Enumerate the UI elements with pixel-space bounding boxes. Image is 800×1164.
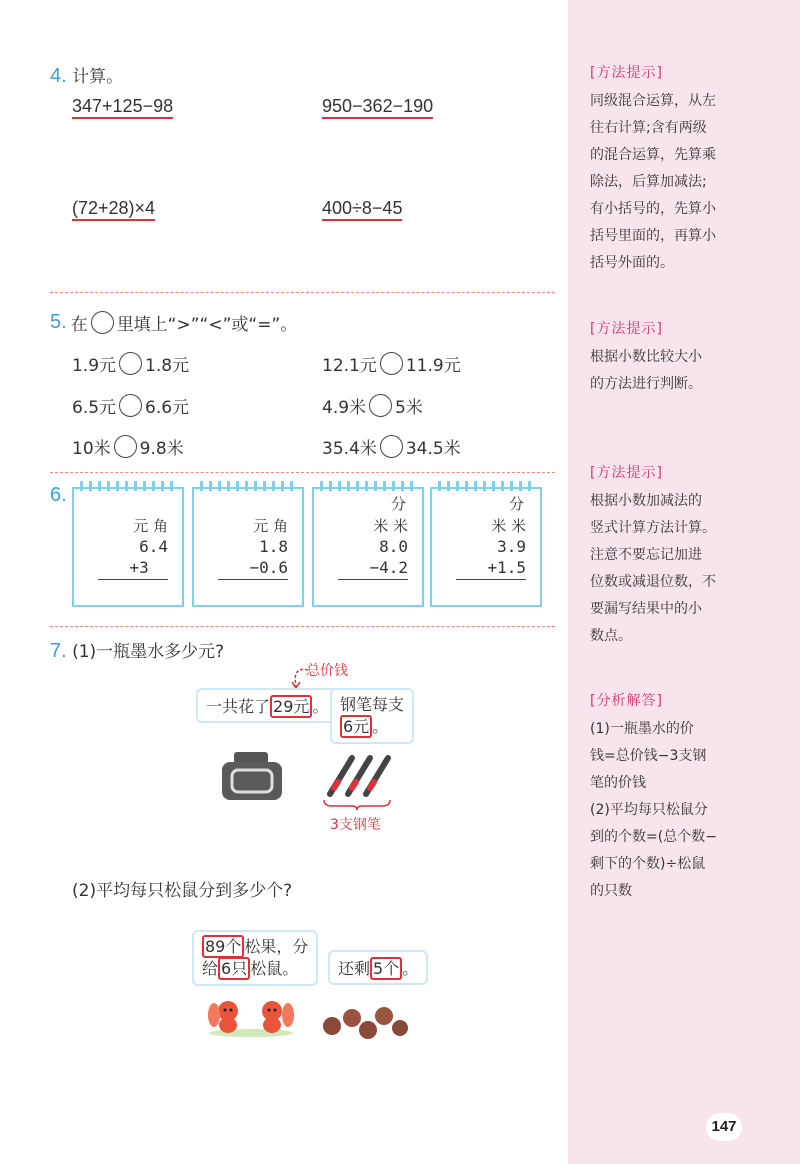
q5-compare-5 (72, 434, 184, 459)
tip-line: (1)一瓶墨水的价 (590, 721, 694, 737)
q4-expression-4: 400÷8−45 (322, 198, 402, 221)
compare-right: 9.8米 (139, 439, 184, 459)
tip-line: 要漏写结果中的小 (590, 601, 702, 617)
bubble-text: 。 (372, 717, 389, 736)
q4-title: 计算。 (72, 67, 124, 87)
q4-expression-1: 347+125−98 (72, 96, 173, 119)
pens-icon (320, 752, 400, 802)
q7-heading (50, 637, 224, 663)
q7-part1: (1)一瓶墨水多少元? (72, 642, 225, 662)
tip-line: 到的个数=(总个数− (590, 829, 717, 845)
bubble-text: 还剩 (338, 959, 371, 978)
spiral-binding (438, 481, 534, 491)
tip-line: 的混合运算，先算乘 (590, 147, 716, 163)
q4-expression-3: (72+28)×4 (72, 198, 155, 221)
bubble-text: 松果，分 (244, 937, 309, 956)
q5-compare-4 (322, 393, 423, 418)
speech-bubble-remaining (328, 950, 428, 985)
bubble-text: 松鼠。 (250, 959, 299, 978)
section-divider (50, 292, 555, 293)
vertical-calc-card (312, 487, 424, 607)
q6-heading (50, 484, 67, 507)
q5-compare-1 (72, 351, 189, 376)
tip-line: 数点。 (590, 628, 632, 644)
answer-circle[interactable] (114, 435, 137, 458)
tip-line: 括号里面的，再算小 (590, 228, 716, 244)
unit-header: 元 角 (253, 517, 288, 535)
unit-header: 米 米 (373, 517, 408, 535)
q4-number: 4. (50, 65, 67, 87)
answer-circle[interactable] (119, 394, 142, 417)
brace-icon (322, 798, 392, 810)
unit-header: 米 米 (491, 517, 526, 535)
q4-heading (50, 62, 123, 88)
bubble-text: 给 (202, 959, 219, 978)
speech-bubble-total (196, 688, 338, 723)
q7-number: 7. (50, 640, 67, 662)
highlight-box: 6元 (340, 715, 372, 738)
answer-circle[interactable] (380, 352, 403, 375)
answer-circle-icon (91, 311, 114, 334)
answer-circle[interactable] (119, 352, 142, 375)
compare-left: 10米 (72, 439, 111, 459)
operator-operand: −4.2 (338, 558, 408, 580)
tip-line: 同级混合运算，从左 (590, 93, 716, 109)
q5-title-post: 里填上“>”“<”或“=”。 (116, 315, 298, 335)
highlight-box: 29元 (270, 695, 312, 718)
vertical-calc-card (192, 487, 304, 607)
compare-left: 12.1元 (322, 356, 377, 376)
operand: 1.8 (259, 537, 288, 556)
tip-analysis (590, 690, 782, 905)
bubble-text: 。 (312, 697, 329, 716)
tip-title: [分析解答] (590, 693, 663, 709)
operator-operand: −0.6 (218, 558, 288, 580)
section-divider (50, 626, 555, 627)
q5-compare-3 (72, 393, 189, 418)
spiral-binding (80, 481, 176, 491)
tip-line: 位数或减退位数，不 (590, 574, 716, 590)
tip-line: 的方法进行判断。 (590, 376, 702, 392)
pinecones-icon (320, 1000, 410, 1040)
vertical-calc (338, 493, 408, 580)
tip-line: 钱=总价钱−3支钢 (590, 748, 707, 764)
tip-line: (2)平均每只松鼠分 (590, 802, 708, 818)
unit-header: 元 角 (133, 517, 168, 535)
squirrels-icon (206, 995, 296, 1037)
tip-line: 根据小数比较大小 (590, 349, 702, 365)
operand: 8.0 (379, 537, 408, 556)
q4-expression-2: 950−362−190 (322, 96, 433, 119)
bubble-text: 一共花了 (206, 697, 271, 716)
tip-line: 除法，后算加减法; (590, 174, 707, 190)
bubble-text: 钢笔每支 (340, 695, 405, 714)
operand: 6.4 (139, 537, 168, 556)
vertical-calc (218, 515, 288, 580)
highlight-box: 5个 (370, 957, 402, 980)
compare-right: 11.9元 (405, 356, 461, 376)
tip-compare-decimals (590, 318, 782, 398)
vertical-calc-card (430, 487, 542, 607)
unit-top: 分 (390, 495, 406, 513)
tip-title: [方法提示] (590, 321, 663, 337)
compare-left: 35.4米 (322, 439, 377, 459)
tip-line: 往右计算;含有两级 (590, 120, 707, 136)
compare-right: 34.5米 (405, 439, 461, 459)
page-number: 147 (706, 1113, 742, 1141)
q5-compare-6 (322, 434, 461, 459)
highlight-box: 6只 (218, 957, 250, 980)
section-divider (50, 472, 555, 473)
operator-operand: +3 (98, 558, 168, 580)
spiral-binding (200, 481, 296, 491)
q6-number: 6. (50, 484, 67, 506)
tip-mixed-operations (590, 62, 782, 277)
three-pens-label: 3支钢笔 (330, 817, 381, 833)
vertical-calc (98, 515, 168, 580)
compare-right: 1.8元 (145, 356, 190, 376)
tip-title: [方法提示] (590, 65, 663, 81)
spiral-binding (320, 481, 416, 491)
operand: 3.9 (497, 537, 526, 556)
operator-operand: +1.5 (456, 558, 526, 580)
tip-line: 的只数 (590, 883, 632, 899)
tip-line: 根据小数加减法的 (590, 493, 702, 509)
q7-part2: (2)平均每只松鼠分到多少个? (72, 881, 293, 901)
answer-circle[interactable] (369, 394, 392, 417)
compare-left: 4.9米 (322, 398, 367, 418)
speech-bubble-pen-price (330, 688, 414, 744)
compare-right: 6.6元 (145, 398, 190, 418)
compare-right: 5米 (395, 398, 423, 418)
unit-top: 分 (508, 495, 524, 513)
answer-circle[interactable] (380, 435, 403, 458)
tip-line: 剩下的个数)÷松鼠 (590, 856, 706, 872)
q5-title-pre: 在 (70, 315, 88, 335)
q5-compare-2 (322, 351, 461, 376)
compare-left: 6.5元 (72, 398, 117, 418)
total-price-label: 总价钱 (306, 663, 348, 679)
highlight-box: 89个 (202, 935, 244, 958)
tip-line: 注意不要忘记加进 (590, 547, 702, 563)
q5-number: 5. (50, 311, 67, 333)
tip-line: 竖式计算方法计算。 (590, 520, 716, 536)
compare-left: 1.9元 (72, 356, 117, 376)
tip-vertical-calculation (590, 462, 782, 650)
q5-heading (50, 310, 297, 335)
bubble-text: 。 (402, 959, 419, 978)
tip-line: 有小括号的，先算小 (590, 201, 716, 217)
vertical-calc (456, 493, 526, 580)
ink-bottle-icon (220, 750, 284, 802)
tip-line: 括号外面的。 (590, 255, 674, 271)
speech-bubble-pinecones (192, 930, 318, 986)
tip-line: 笔的价钱 (590, 775, 646, 791)
tip-title: [方法提示] (590, 465, 663, 481)
vertical-calc-card (72, 487, 184, 607)
